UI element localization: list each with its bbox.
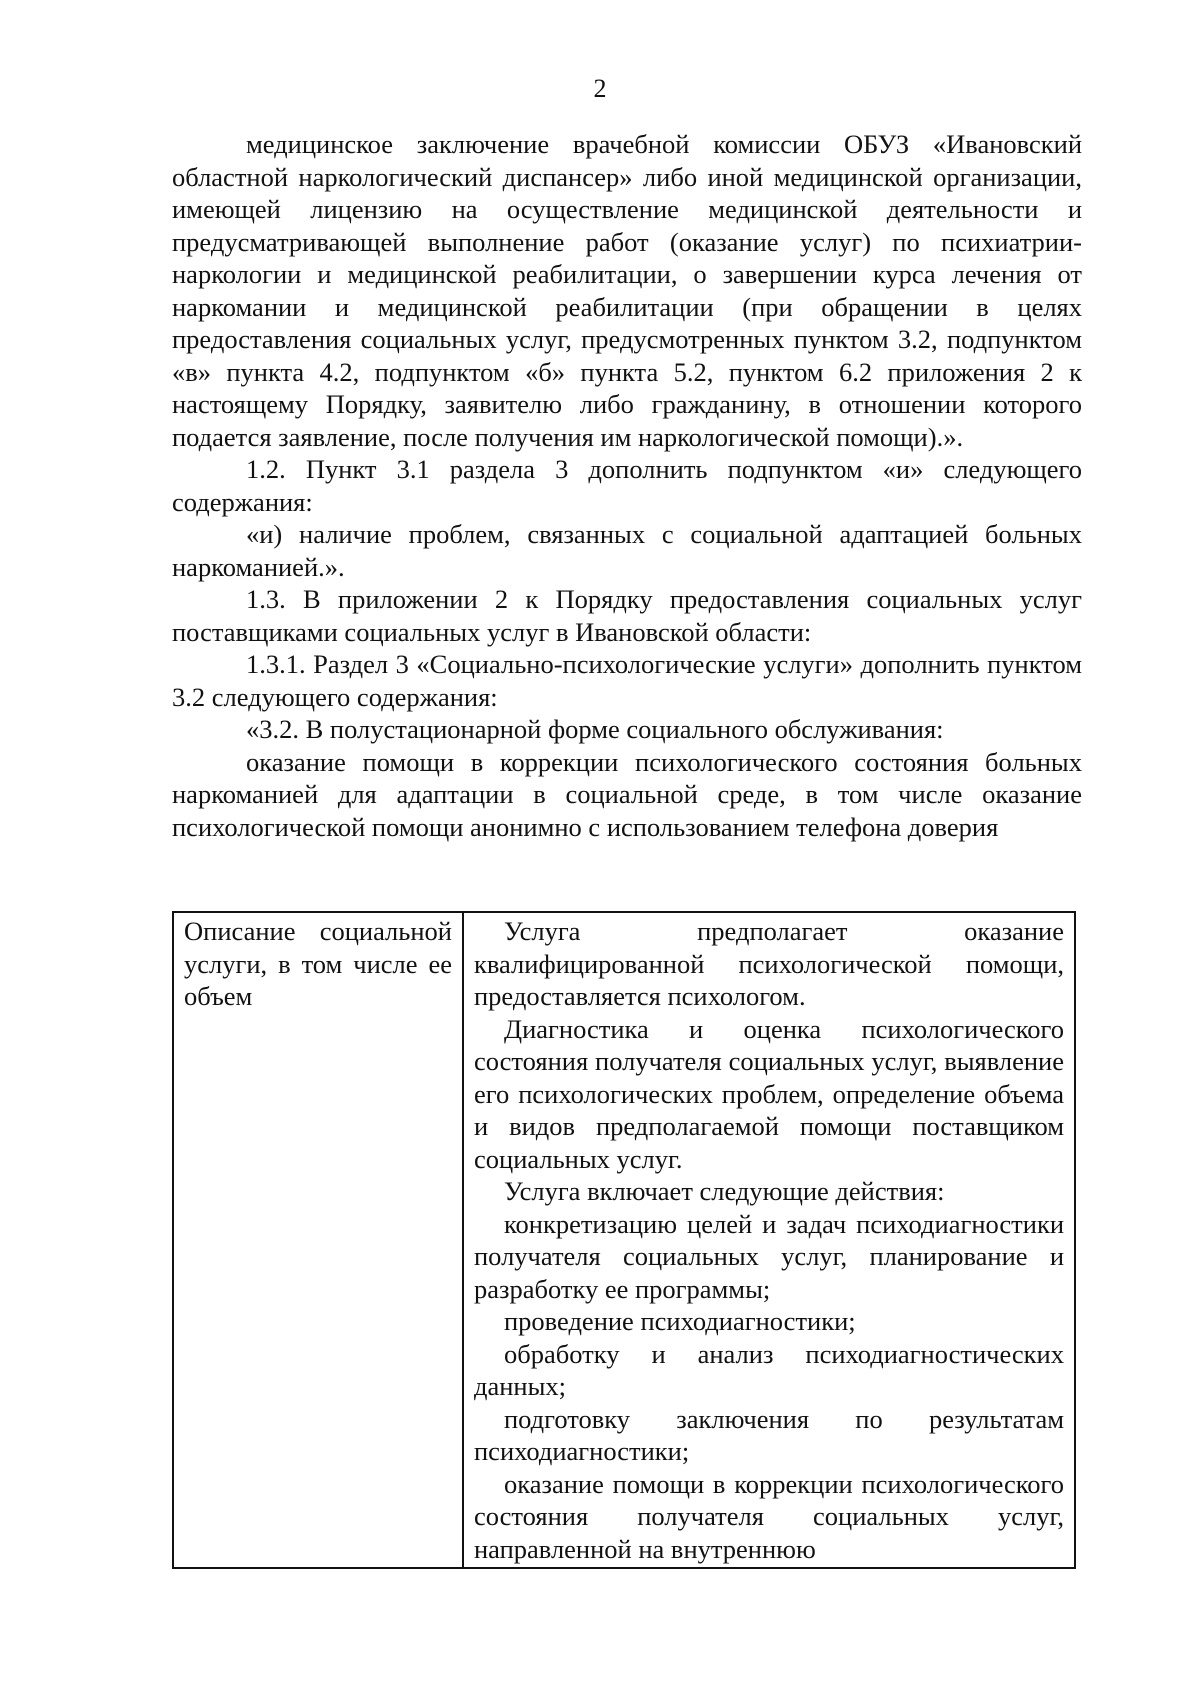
table-label-text: Описание социальной услуги, в том числе ее объем: [184, 916, 452, 1011]
paragraph-3-2-heading: «3.2. В полустационарной форме социального обслуживания:: [246, 714, 944, 744]
table-content-paragraph: подготовку заключения по результатам психодиагностики;: [474, 1403, 1064, 1466]
table-label-cell: [173, 912, 463, 1568]
table-content-paragraph: обработку и анализ психодиагностических данных;: [474, 1338, 1064, 1401]
table-row: [173, 912, 1075, 1568]
paragraph-subitem-i: «и) наличие проблем, связанных с социальной адаптацией больных наркоманией.».: [172, 519, 1082, 582]
table-content-paragraph: проведение психодиагностики;: [504, 1306, 856, 1336]
table-content-paragraph: конкретизацию целей и задач психодиагностики получателя социальных услуг, планирование и разработку ее программы;: [474, 1208, 1064, 1304]
paragraph-service-name: оказание помощи в коррекции психологического состояния больных наркоманией для адаптации в социальной среде, в том числе оказание психологической помощи анонимно с использованием телефона доверия: [172, 746, 1082, 842]
table-content-cell: [463, 912, 1075, 1568]
paragraph-1-3: 1.3. В приложении 2 к Порядку предоставления социальных услуг поставщиками социальных услуг в Ивановской области:: [172, 584, 1082, 647]
table-content-paragraph: оказание помощи в коррекции психологического состояния получателя социальных услуг, направленной на внутреннюю: [474, 1468, 1064, 1564]
table-content-paragraph: Услуга предполагает оказание квалифицированной психологической помощи, предоставляется психологом.: [474, 916, 1064, 1011]
service-description-table: [172, 911, 1076, 1569]
page-number: 2: [593, 74, 607, 103]
table-content-paragraph: Услуга включает следующие действия:: [504, 1176, 945, 1206]
paragraph-medical-conclusion: медицинское заключение врачебной комиссии ОБУЗ «Ивановский областной наркологический диспансер» либо иной медицинской организации, имеющей лицензию на осуществление медицинской деятельности и предусматривающей выполнение работ (оказание услуг) по психиатрии-наркологии и медицинской реабилитации, о завершении курса лечения от наркомании и медицинской реабилитации (при обращении в целях предоставления социальных услуг, предусмотренных пунктом 3.2, подпунктом «в» пункта 4.2, подпунктом «б» пункта 5.2, пунктом 6.2 приложения 2 к настоящему Порядку, заявителю либо гражданину, в отношении которого подается заявление, после получения им наркологической помощи).».: [172, 129, 1082, 452]
paragraph-1-3-1: 1.3.1. Раздел 3 «Социально-психологические услуги» дополнить пунктом 3.2 следующего содержания:: [172, 649, 1082, 712]
document-body: [172, 128, 1082, 843]
table-content-paragraph: Диагностика и оценка психологического состояния получателя социальных услуг, выявление его психологических проблем, определение объема и видов предполагаемой помощи поставщиком социальных услуг.: [474, 1013, 1064, 1174]
paragraph-1-2: 1.2. Пункт 3.1 раздела 3 дополнить подпунктом «и» следующего содержания:: [172, 454, 1082, 517]
